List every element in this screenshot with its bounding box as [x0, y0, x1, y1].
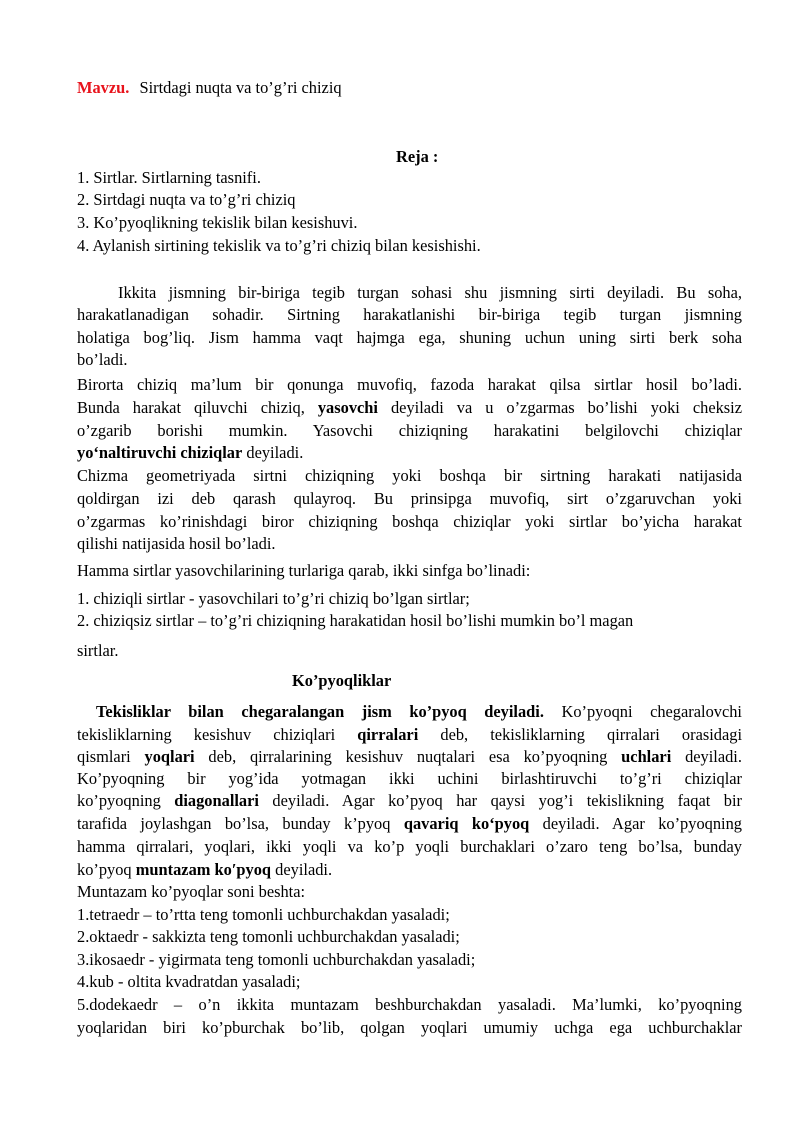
- paragraph-line: ko’pyoqning diagonallari deyiladi. Agar ko’pyoq har qaysi yog’i tekislikning faqat bir: [77, 791, 742, 810]
- plan-item: 1. Sirtlar. Sirtlarning tasnifi.: [77, 168, 261, 187]
- plan-item: 2. Sirtdagi nuqta va to’g’ri chiziq: [77, 190, 296, 209]
- class-item: sirtlar.: [77, 641, 119, 660]
- paragraph-line: Chizma geometriyada sirtni chiziqning yoki boshqa bir sirtning harakati natijasida: [77, 466, 742, 485]
- paragraph-line: qoldirgan izi deb qarash qulayroq. Bu prinsipga muvofiq, sirt o’zgaruvchan yoki: [77, 489, 742, 508]
- plan-heading: Reja :: [396, 147, 439, 166]
- paragraph-line: qismlari yoqlari deb, qirralarining kesishuv nuqtalari esa ko’pyoqning uchlari deyiladi.: [77, 747, 742, 766]
- paragraph-line: Ikkita jismning bir-biriga tegib turgan sohasi shu jismning sirti deyiladi. Bu soha,: [118, 283, 742, 302]
- class-item: 1. chiziqli sirtlar - yasovchilari to’g’ri chiziq bo’lgan sirtlar;: [77, 589, 470, 608]
- paragraph-line: qilishi natijasida hosil bo’ladi.: [77, 534, 276, 553]
- paragraph-line: bo’ladi.: [77, 350, 128, 369]
- paragraph-line: hamma qirralari, yoqlari, ikki yoqli va ko’p yoqli burchaklari o’zaro teng bo’lsa, bunday: [77, 837, 742, 856]
- list-item: 4.kub - oltita kvadratdan yasaladi;: [77, 972, 301, 991]
- paragraph-line: Ko’pyoqning bir yog’ida yotmagan ikki uchini birlashtiruvchi to’g’ri chiziqlar: [77, 769, 742, 788]
- term-yoqlari: yoqlari: [144, 747, 195, 766]
- paragraph-line: o’zgarmas ko’rinishdagi biror chiziqning boshqa chiziqlar yoki sirtlar bo’yicha harakat: [77, 512, 742, 531]
- paragraph-line: ko’pyoq muntazam koʹpyoq deyiladi.: [77, 860, 333, 879]
- paragraph-line: tekisliklarning kesishuv chiziqlari qirralari deb, tekisliklarning qirralari orasidagi: [77, 725, 742, 744]
- plan-item: 4. Aylanish sirtining tekislik va to’g’ri chiziq bilan kesishishi.: [77, 236, 481, 255]
- list-item: 2.oktaedr - sakkizta teng tomonli uchburchakdan yasaladi;: [77, 927, 460, 946]
- paragraph-line: Birorta chiziq ma’lum bir qonunga muvofiq, fazoda harakat qilsa sirtlar hosil bo’ladi.: [77, 375, 742, 394]
- topic-title: Sirtdagi nuqta va to’g’ri chiziq: [139, 78, 342, 97]
- term-yasovchi: yasovchi: [317, 398, 378, 417]
- section-heading: Ko’pyoqliklar: [292, 671, 392, 690]
- term-qavariq: qavariq koʻpyoq: [403, 814, 530, 833]
- term-yonaltiruvchi: yoʻnaltiruvchi chiziqlar: [77, 443, 243, 462]
- paragraph-line: holatiga bog’liq. Jism hamma vaqt hajmga ega, shuning uchun uning sirti berk soha: [77, 328, 742, 347]
- paragraph-line: yoʻnaltiruvchi chiziqlar deyiladi.: [77, 443, 304, 462]
- paragraph-line: Bunda harakat qiluvchi chiziq, yasovchi deyiladi va u o’zgarmas bo’lishi yoki cheksiz: [77, 398, 742, 417]
- list-item: 1.tetraedr – to’rtta teng tomonli uchburchakdan yasaladi;: [77, 905, 450, 924]
- term-qirralari: qirralari: [357, 725, 419, 744]
- list-item: 3.ikosaedr - yigirmata teng tomonli uchburchakdan yasaladi;: [77, 950, 476, 969]
- paragraph-line: Hamma sirtlar yasovchilarining turlariga qarab, ikki sinfga bo’linadi:: [77, 561, 531, 580]
- term-uchlari: uchlari: [621, 747, 672, 766]
- plan-item: 3. Ko’pyoqlikning tekislik bilan kesishuvi.: [77, 213, 358, 232]
- paragraph-line: tarafida joylashgan bo’lsa, bunday k’pyoq qavariq koʻpyoq deyiladi. Agar ko’pyoqning: [77, 814, 742, 833]
- term-muntazam: muntazam koʹpyoq: [135, 860, 272, 879]
- paragraph-line: o’zgarib borishi mumkin. Yasovchi chiziqning harakatini belgilovchi chiziqlar: [77, 421, 742, 440]
- topic-header: [77, 77, 342, 99]
- paragraph-line: Tekisliklar bilan chegaralangan jism ko’pyoq deyiladi. Ko’pyoqni chegaralovchi: [96, 702, 742, 721]
- paragraph-line: harakatlanadigan sohadir. Sirtning harakatlanishi bir-biriga tegib turgan jismning: [77, 305, 742, 324]
- class-item: 2. chiziqsiz sirtlar – to’g’ri chiziqning harakatidan hosil bo’lishi mumkin bo’l magan: [77, 611, 634, 630]
- list-item: yoqlaridan biri ko’pburchak bo’lib, qolgan yoqlari umumiy uchga ega uchburchaklar: [77, 1018, 742, 1037]
- term-diagonallari: diagonallari: [174, 791, 259, 810]
- topic-label: Mavzu.: [77, 78, 130, 97]
- paragraph-line: Muntazam ko’pyoqlar soni beshta:: [77, 882, 306, 901]
- list-item: 5.dodekaedr – o’n ikkita muntazam beshburchakdan yasaladi. Ma’lumki, ko’pyoqning: [77, 995, 742, 1014]
